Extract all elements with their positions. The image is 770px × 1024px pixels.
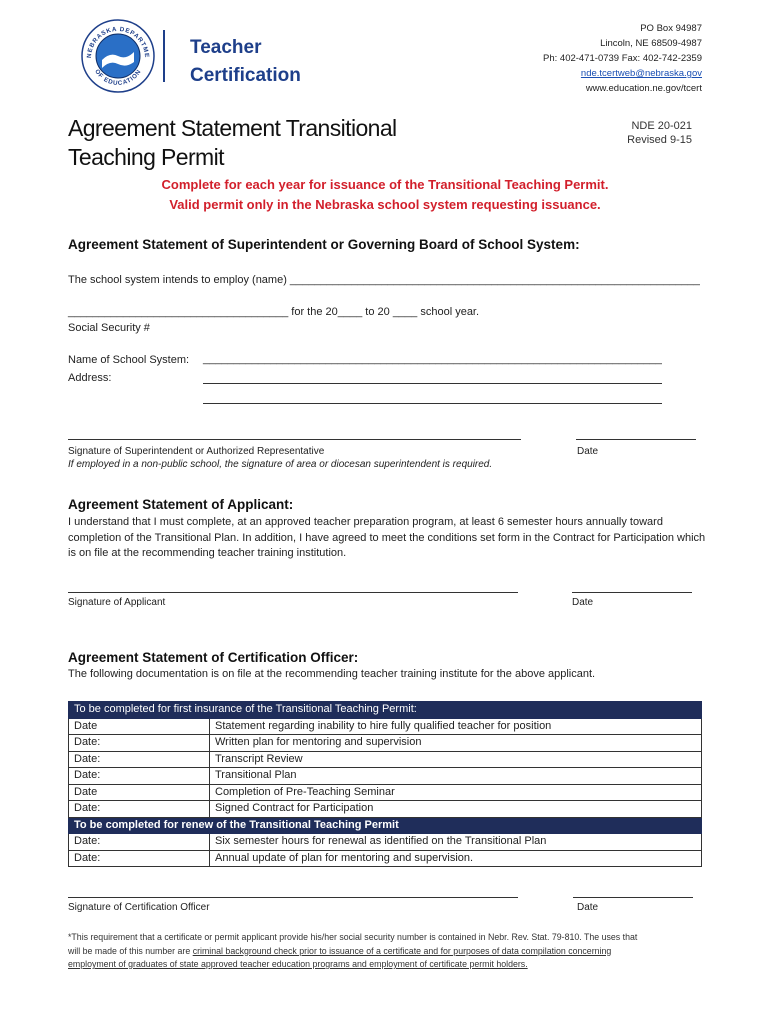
date-cell[interactable]: Date: bbox=[69, 735, 210, 752]
table-row bbox=[69, 751, 702, 768]
date-cell[interactable]: Date bbox=[69, 784, 210, 801]
table-row bbox=[69, 718, 702, 735]
page-title-line2: Teaching Permit bbox=[68, 144, 224, 170]
date-cell[interactable]: Date: bbox=[69, 834, 210, 851]
documentation-item: Transitional Plan bbox=[210, 768, 702, 785]
page-title bbox=[68, 114, 397, 172]
date-cell[interactable]: Date: bbox=[69, 850, 210, 867]
officer-intro: The following documentation is on file at the recommending teacher training institute for the above applicant. bbox=[68, 668, 596, 680]
header-divider bbox=[163, 30, 165, 82]
table-row bbox=[69, 801, 702, 818]
footnote-line3-underlined: employment of graduates of state approved teacher education programs and employment of certificate permit holders. bbox=[68, 959, 528, 969]
form-number: NDE 20-021 bbox=[631, 120, 692, 132]
form-revised: Revised 9-15 bbox=[627, 134, 692, 146]
form-number-block bbox=[627, 119, 692, 147]
nde-seal-icon bbox=[80, 18, 156, 94]
documentation-item: Written plan for mentoring and supervision bbox=[210, 735, 702, 752]
applicant-signature-label: Signature of Applicant bbox=[68, 597, 166, 608]
documentation-item: Six semester hours for renewal as identified on the Transitional Plan bbox=[210, 834, 702, 851]
contact-web: www.education.ne.gov/tcert bbox=[585, 83, 702, 94]
superintendent-signature-line[interactable] bbox=[68, 439, 521, 440]
contact-block bbox=[543, 21, 702, 96]
contact-city: Lincoln, NE 68509-4987 bbox=[600, 38, 702, 49]
applicant-date-line[interactable] bbox=[572, 592, 692, 593]
contact-email-link[interactable]: nde.tcertweb@nebraska.gov bbox=[580, 68, 702, 79]
table-row bbox=[69, 784, 702, 801]
dept-title-line2: Certification bbox=[190, 65, 301, 86]
school-system-label: Name of School System: bbox=[68, 354, 190, 366]
officer-heading: Agreement Statement of Certification Officer: bbox=[68, 650, 359, 665]
date-cell[interactable]: Date bbox=[69, 718, 210, 735]
applicant-heading: Agreement Statement of Applicant: bbox=[68, 497, 294, 512]
officer-signature-line[interactable] bbox=[68, 897, 518, 898]
documentation-item: Completion of Pre-Teaching Seminar bbox=[210, 784, 702, 801]
contact-box: PO Box 94987 bbox=[640, 23, 702, 34]
employ-name-field[interactable]: The school system intends to employ (name) ___________________________________________________________________ bbox=[68, 274, 700, 286]
renewal-band bbox=[69, 817, 702, 834]
renewal-band-text: To be completed for renew of the Transitional Teaching Permit bbox=[69, 817, 702, 834]
table-row bbox=[69, 768, 702, 785]
ssn-label: Social Security # bbox=[68, 322, 150, 334]
superintendent-signature-label: Signature of Superintendent or Authorized Representative bbox=[68, 446, 325, 457]
officer-date-line[interactable] bbox=[573, 897, 693, 898]
superintendent-date-label: Date bbox=[577, 446, 599, 457]
address-label: Address: bbox=[68, 372, 112, 384]
logo-arc-text: NEBRASKA DEPARTME bbox=[85, 25, 151, 59]
date-cell[interactable]: Date: bbox=[69, 801, 210, 818]
documentation-item: Statement regarding inability to hire fully qualified teacher for position bbox=[210, 718, 702, 735]
applicant-statement: I understand that I must complete, at an approved teacher preparation program, at least 6 semester hours annually toward completion of the Transitional Plan. In addition, I have agreed to meet the conditions set form in the Contract for Participation which is on file at the recommending teacher training institution. bbox=[68, 516, 706, 559]
table-row bbox=[69, 735, 702, 752]
superintendent-date-line[interactable] bbox=[576, 439, 696, 440]
documentation-table bbox=[68, 701, 702, 867]
applicant-date-label: Date bbox=[572, 597, 594, 608]
contact-phone: Ph: 402-471-0739 Fax: 402-742-2359 bbox=[543, 53, 702, 64]
date-cell[interactable]: Date: bbox=[69, 768, 210, 785]
table-row bbox=[69, 834, 702, 851]
documentation-item: Transcript Review bbox=[210, 751, 702, 768]
date-cell[interactable]: Date: bbox=[69, 751, 210, 768]
ssn-footnote bbox=[68, 931, 708, 972]
footnote-line2-underlined: criminal background check prior to issuance of a certificate and for purposes of data compilation concerning bbox=[192, 945, 612, 956]
school-year-field[interactable]: ____________________________________ for the 20____ to 20 ____ school year. bbox=[68, 306, 480, 318]
documentation-item: Signed Contract for Participation bbox=[210, 801, 702, 818]
footnote-line2 bbox=[68, 945, 708, 959]
officer-date-label: Date bbox=[577, 902, 599, 913]
superintendent-heading: Agreement Statement of Superintendent or Governing Board of School System: bbox=[68, 237, 580, 252]
school-system-field[interactable]: ___________________________________________________________________________ bbox=[203, 353, 662, 365]
officer-signature-label: Signature of Certification Officer bbox=[68, 902, 210, 913]
notice-line2: Valid permit only in the Nebraska school system requesting issuance. bbox=[169, 197, 601, 212]
first-issuance-band-text: To be completed for first insurance of the Transitional Teaching Permit: bbox=[69, 702, 702, 719]
footnote-line2-plain: will be made of this number are bbox=[68, 945, 193, 956]
documentation-item: Annual update of plan for mentoring and supervision. bbox=[210, 850, 702, 867]
first-issuance-band bbox=[69, 702, 702, 719]
address-line-2[interactable] bbox=[203, 403, 662, 404]
page-title-line1: Agreement Statement Transitional bbox=[68, 115, 397, 141]
footnote-line1: *This requirement that a certificate or permit applicant provide his/her social security number is contained in Nebr. Rev. Stat. 79-810. The uses that bbox=[68, 932, 638, 942]
superintendent-signature-note: If employed in a non-public school, the signature of area or diocesan superintendent is required. bbox=[68, 459, 493, 470]
nde-logo bbox=[80, 18, 156, 94]
applicant-signature-line[interactable] bbox=[68, 592, 518, 593]
dept-title-line1: Teacher bbox=[190, 37, 262, 58]
address-line-1[interactable] bbox=[203, 383, 662, 384]
logo-bottom-text: OF EDUCATION bbox=[93, 68, 143, 87]
notice-line1: Complete for each year for issuance of the Transitional Teaching Permit. bbox=[161, 177, 609, 192]
footnote-line3 bbox=[68, 958, 708, 972]
dept-title bbox=[190, 34, 301, 90]
table-row bbox=[69, 850, 702, 867]
